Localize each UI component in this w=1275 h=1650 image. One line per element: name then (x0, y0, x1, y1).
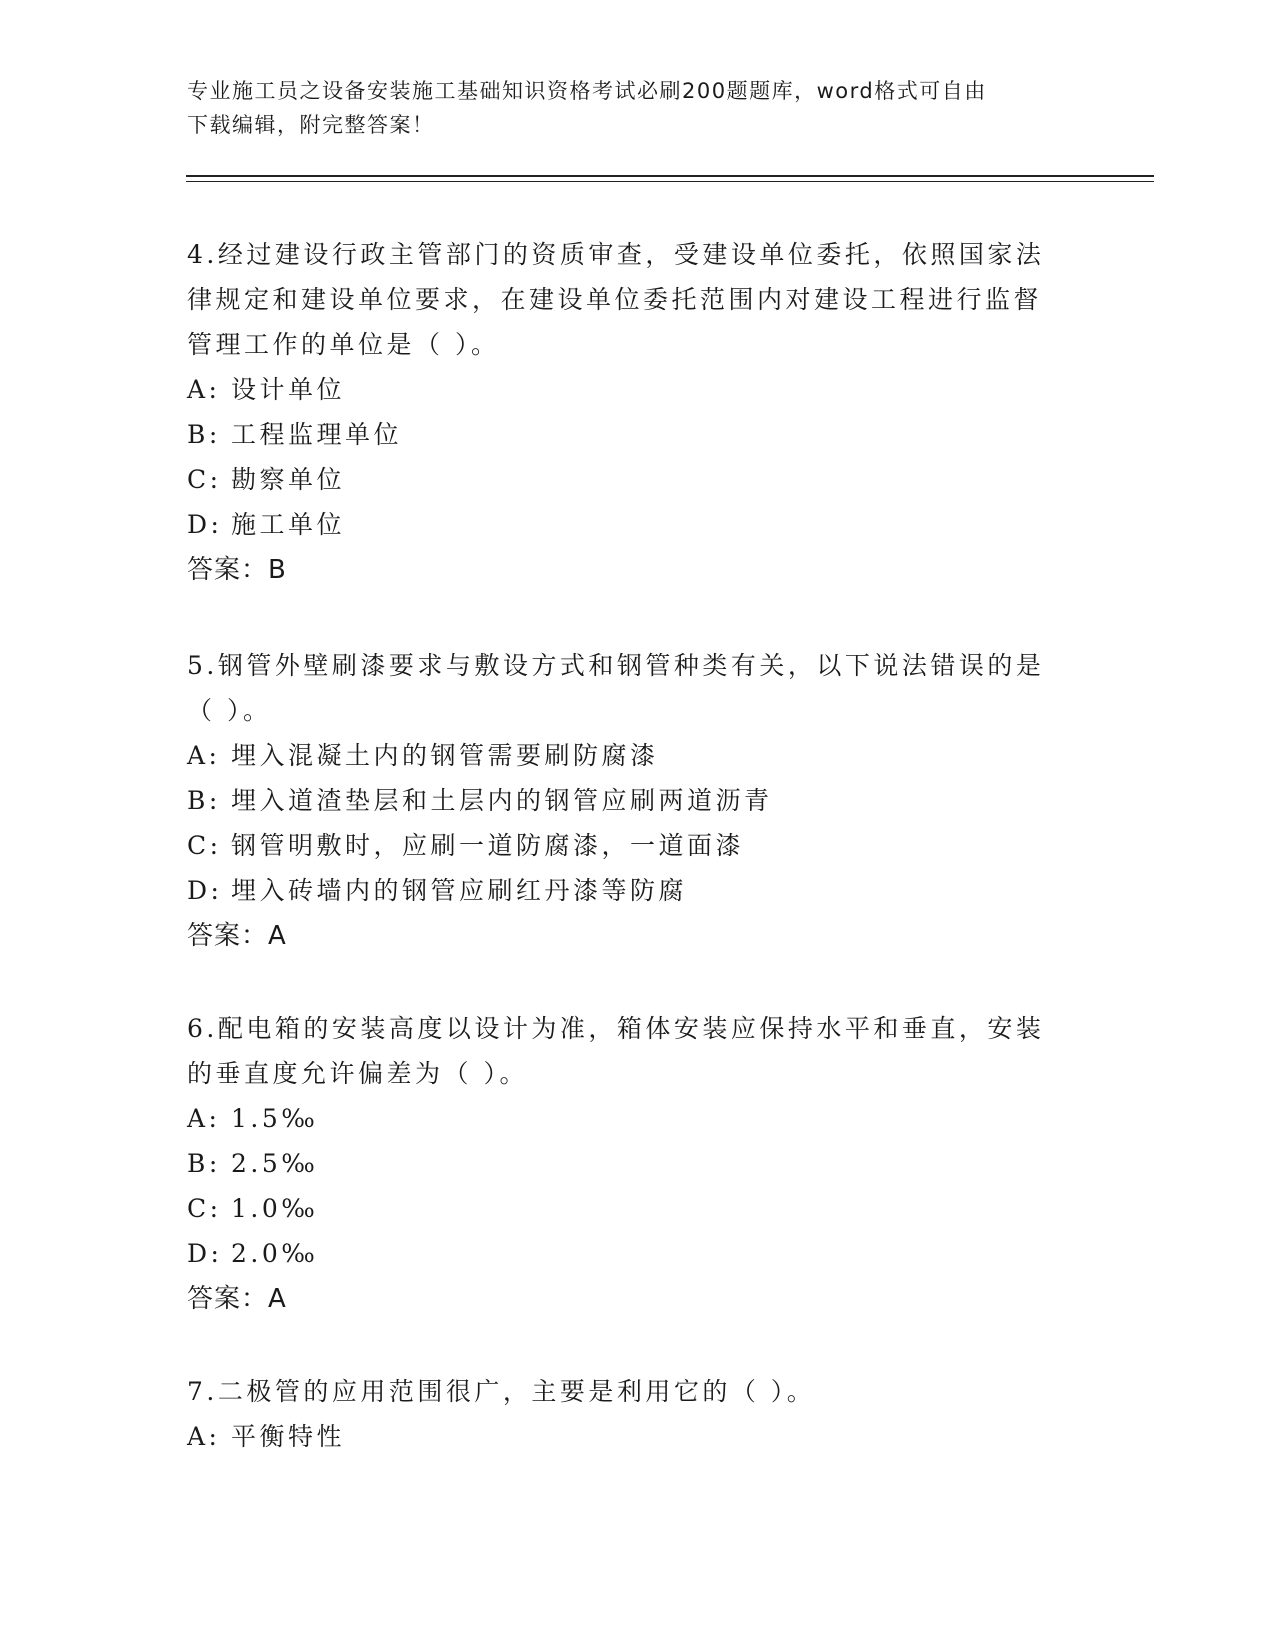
answer-line (187, 1276, 1067, 1322)
option-text: 2.0‰ (231, 1239, 319, 1268)
option-text: 勘察单位 (231, 465, 346, 494)
question-4 (187, 232, 1067, 593)
answer-value: B (268, 555, 287, 585)
option-text: 埋入混凝土内的钢管需要刷防腐漆 (231, 741, 659, 770)
header-line-2: 下载编辑，附完整答案！ (187, 113, 435, 137)
answer-prefix: 答案： (187, 1284, 269, 1314)
option-a (187, 733, 1067, 778)
option-letter: A: (187, 1422, 221, 1451)
answer-value: A (268, 921, 287, 951)
answer-line (187, 913, 1067, 959)
option-letter: C: (187, 1194, 222, 1223)
page-header (187, 74, 1067, 142)
option-text: 1.5‰ (231, 1104, 319, 1133)
option-letter: B: (187, 420, 221, 449)
question-stem: 4.经过建设行政主管部门的资质审查，受建设单位委托，依照国家法律规定和建设单位要求，在建设单位委托范围内对建设工程进行监督管理工作的单位是（ ）。 (187, 240, 1045, 359)
option-c (187, 1186, 1067, 1231)
answer-value: A (268, 1284, 287, 1314)
header-divider-thin (186, 181, 1154, 182)
option-b (187, 778, 1067, 823)
option-letter: D: (187, 1239, 223, 1268)
option-d (187, 502, 1067, 547)
question-stem: 6.配电箱的安装高度以设计为准，箱体安装应保持水平和垂直，安装的垂直度允许偏差为（ ）。 (187, 1014, 1045, 1088)
option-text: 埋入砖墙内的钢管应刷红丹漆等防腐 (231, 876, 688, 905)
option-text: 平衡特性 (231, 1422, 346, 1451)
option-letter: D: (187, 510, 223, 539)
option-letter: A: (187, 741, 221, 770)
option-a (187, 367, 1067, 412)
option-text: 工程监理单位 (231, 420, 403, 449)
option-letter: A: (187, 375, 221, 404)
header-line-1: 专业施工员之设备安装施工基础知识资格考试必刷200题题库，word格式可自由 (187, 79, 987, 103)
option-d (187, 868, 1067, 913)
option-letter: D: (187, 876, 223, 905)
option-a (187, 1096, 1067, 1141)
header-divider-thick (186, 175, 1154, 177)
option-d (187, 1231, 1067, 1276)
option-letter: C: (187, 465, 222, 494)
option-text: 施工单位 (231, 510, 346, 539)
option-letter: B: (187, 786, 221, 815)
question-stem: 5.钢管外壁刷漆要求与敷设方式和钢管种类有关，以下说法错误的是（ ）。 (187, 651, 1045, 725)
answer-prefix: 答案： (187, 555, 269, 585)
option-b (187, 1141, 1067, 1186)
option-text: 埋入道渣垫层和土层内的钢管应刷两道沥青 (231, 786, 773, 815)
option-text: 1.0‰ (231, 1194, 319, 1223)
option-a (187, 1414, 1067, 1459)
answer-line (187, 547, 1067, 593)
question-6 (187, 1006, 1067, 1322)
option-c (187, 823, 1067, 868)
question-stem: 7.二极管的应用范围很广，主要是利用它的（ ）。 (187, 1377, 816, 1406)
option-c (187, 457, 1067, 502)
option-letter: C: (187, 831, 222, 860)
option-letter: A: (187, 1104, 221, 1133)
option-b (187, 412, 1067, 457)
option-text: 钢管明敷时，应刷一道防腐漆，一道面漆 (231, 831, 745, 860)
question-7 (187, 1369, 1067, 1459)
option-letter: B: (187, 1149, 221, 1178)
option-text: 设计单位 (231, 375, 346, 404)
answer-prefix: 答案： (187, 921, 269, 951)
question-5 (187, 643, 1067, 959)
option-text: 2.5‰ (231, 1149, 319, 1178)
